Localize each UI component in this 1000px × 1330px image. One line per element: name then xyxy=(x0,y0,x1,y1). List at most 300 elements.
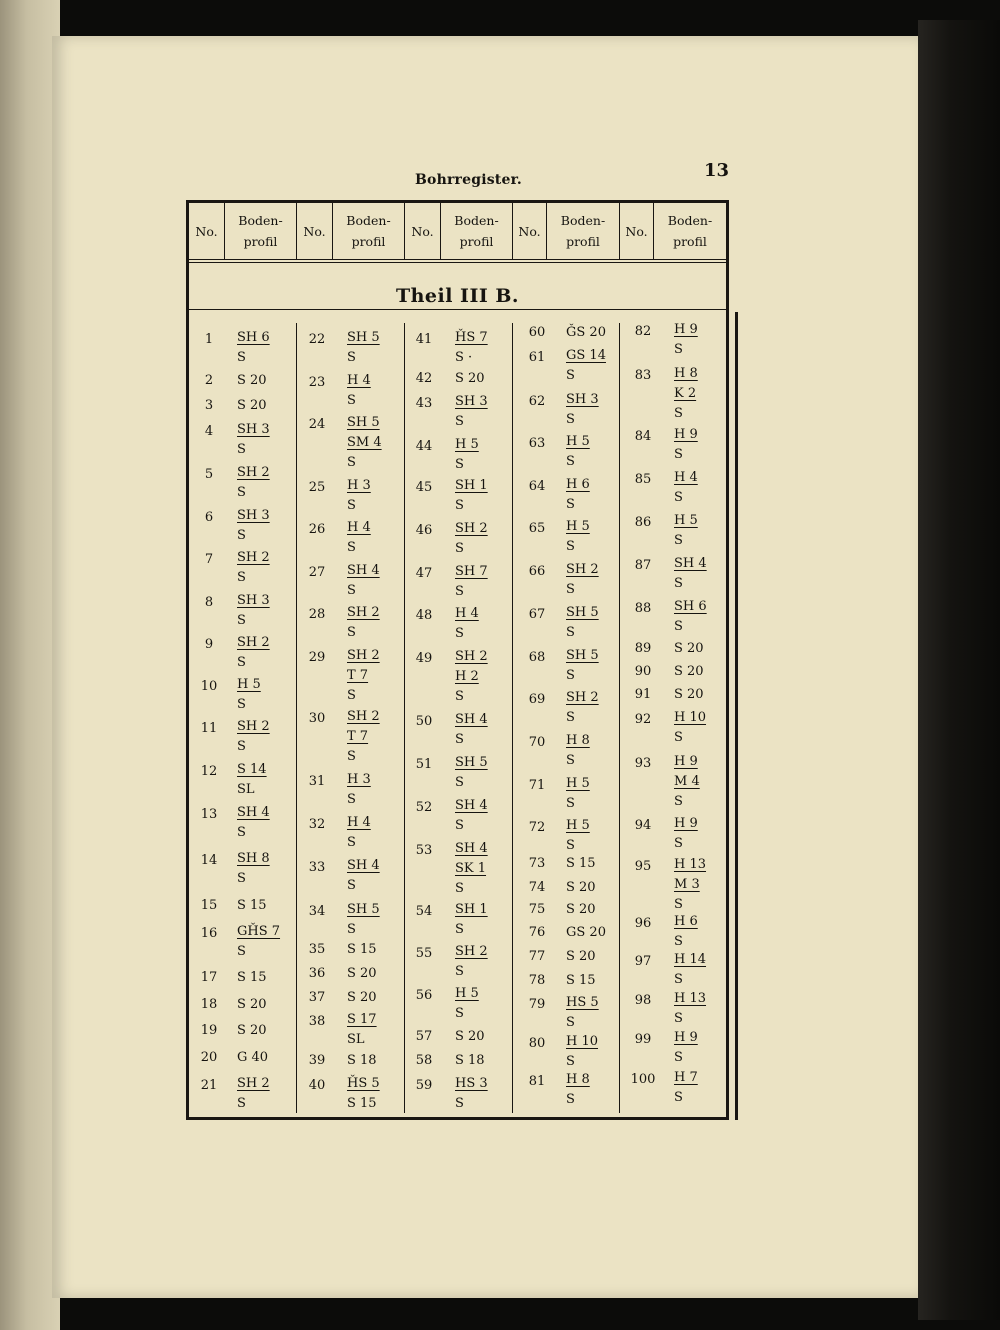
header-no-1: No. xyxy=(189,203,225,259)
soil-profile xyxy=(237,995,267,1015)
profile-line: S 15 xyxy=(237,970,267,985)
soil-profile xyxy=(674,912,698,952)
column-rule xyxy=(512,323,513,1113)
profile-line: T 7 xyxy=(347,668,369,683)
profile-line: S xyxy=(674,836,683,851)
entry-number: 67 xyxy=(528,607,546,622)
soil-profile xyxy=(674,364,698,424)
profile-line: S 15 xyxy=(237,898,267,913)
soil-profile xyxy=(674,597,707,637)
soil-profile xyxy=(566,560,599,600)
entry-number: 75 xyxy=(528,902,546,917)
entry-number: 59 xyxy=(415,1078,433,1093)
entry-number: 62 xyxy=(528,394,546,409)
soil-profile xyxy=(347,603,380,643)
soil-profile xyxy=(347,413,382,473)
profile-line: S 20 xyxy=(674,664,704,679)
profile-line: S xyxy=(566,412,575,427)
profile-line: SH 2 xyxy=(566,690,599,705)
profile-line: S xyxy=(455,689,464,704)
soil-profile xyxy=(566,603,599,643)
profile-line: S xyxy=(237,944,246,959)
profile-line: S xyxy=(566,582,575,597)
soil-profile xyxy=(237,1074,270,1114)
soil-profile xyxy=(237,463,270,503)
soil-profile xyxy=(347,770,371,810)
soil-profile xyxy=(674,708,706,748)
profile-line: S xyxy=(455,541,464,556)
soil-profile xyxy=(237,849,270,889)
profile-line: S xyxy=(237,570,246,585)
profile-line: SH 5 xyxy=(566,648,599,663)
profile-line: S xyxy=(237,613,246,628)
entry-number: 63 xyxy=(528,436,546,451)
entry-number: 22 xyxy=(308,332,326,347)
soil-profile xyxy=(674,320,698,360)
entry-number: 39 xyxy=(308,1053,326,1068)
profile-line: SH 4 xyxy=(347,858,380,873)
soil-profile xyxy=(455,900,488,940)
profile-line: S xyxy=(566,539,575,554)
profile-line: S xyxy=(566,454,575,469)
entry-number: 34 xyxy=(308,904,326,919)
profile-line: SH 2 xyxy=(566,562,599,577)
profile-line: S xyxy=(347,922,356,937)
profile-line: S 20 xyxy=(347,966,377,981)
column-rule xyxy=(619,323,620,1113)
entry-number: 91 xyxy=(634,687,652,702)
profile-line: S xyxy=(566,497,575,512)
profile-line: SH 7 xyxy=(455,564,488,579)
entry-number: 33 xyxy=(308,860,326,875)
entry-number: 38 xyxy=(308,1014,326,1029)
header-profile-2: Boden- profil xyxy=(333,203,405,259)
profile-line: H 5 xyxy=(566,776,590,791)
soil-profile xyxy=(237,396,267,416)
soil-profile xyxy=(455,392,488,432)
profile-line: H 5 xyxy=(566,519,590,534)
profile-line: S 15 xyxy=(566,856,596,871)
profile-line: S 20 xyxy=(674,641,704,656)
soil-profile xyxy=(237,1021,267,1041)
profile-line: SH 3 xyxy=(237,508,270,523)
profile-line: SH 4 xyxy=(674,556,707,571)
profile-line: S · xyxy=(455,350,473,365)
entry-number: 84 xyxy=(634,429,652,444)
entry-number: 21 xyxy=(200,1078,218,1093)
profile-line: H 6 xyxy=(674,914,698,929)
profile-line: H 13 xyxy=(674,857,707,872)
profile-line: H 8 xyxy=(566,733,590,748)
profile-line: S xyxy=(237,442,246,457)
soil-profile xyxy=(237,968,267,988)
soil-profile xyxy=(237,896,267,916)
profile-line: ȞS 7 xyxy=(455,330,488,345)
entry-number: 70 xyxy=(528,735,546,750)
profile-line: S xyxy=(674,576,683,591)
profile-line: S xyxy=(674,406,683,421)
profile-line: S xyxy=(237,350,246,365)
soil-profile xyxy=(347,856,380,896)
entry-number: 69 xyxy=(528,692,546,707)
entry-number: 17 xyxy=(200,970,218,985)
soil-profile xyxy=(455,753,488,793)
soil-profile xyxy=(566,816,590,856)
entry-number: 68 xyxy=(528,650,546,665)
profile-line: M 4 xyxy=(674,774,700,789)
profile-line: S xyxy=(674,794,683,809)
profile-line: SH 3 xyxy=(566,392,599,407)
profile-line: S 15 xyxy=(566,973,596,988)
entry-number: 79 xyxy=(528,997,546,1012)
soil-profile xyxy=(566,854,596,874)
profile-line: M 3 xyxy=(674,877,700,892)
entry-number: 36 xyxy=(308,966,326,981)
profile-line: S xyxy=(566,1015,575,1030)
profile-line: GS 20 xyxy=(566,925,606,940)
profile-line: S xyxy=(455,457,464,472)
entry-number: 43 xyxy=(415,396,433,411)
profile-line: ȞS 5 xyxy=(347,1076,380,1091)
entry-number: 1 xyxy=(204,332,214,347)
header-no-5: No. xyxy=(620,203,654,259)
entry-number: 8 xyxy=(204,595,214,610)
profile-line: SL xyxy=(347,1032,365,1047)
entry-number: 15 xyxy=(200,898,218,913)
entry-number: 13 xyxy=(200,807,218,822)
entry-number: 57 xyxy=(415,1029,433,1044)
profile-line: S xyxy=(347,792,356,807)
profile-line: H 10 xyxy=(674,710,707,725)
profile-line: H 5 xyxy=(566,434,590,449)
soil-profile xyxy=(674,639,704,659)
profile-line: S xyxy=(674,1050,683,1065)
entry-number: 25 xyxy=(308,480,326,495)
profile-line: T 7 xyxy=(347,729,369,744)
entry-number: 65 xyxy=(528,521,546,536)
entry-number: 81 xyxy=(528,1074,546,1089)
column-rule xyxy=(404,323,405,1113)
soil-profile xyxy=(566,475,590,515)
profile-line: H 9 xyxy=(674,427,698,442)
entry-number: 18 xyxy=(200,997,218,1012)
soil-profile xyxy=(455,647,488,707)
entry-number: 61 xyxy=(528,350,546,365)
entry-number: 10 xyxy=(200,679,218,694)
profile-line: SH 4 xyxy=(347,563,380,578)
entry-number: 100 xyxy=(630,1072,656,1087)
profile-line: H 5 xyxy=(237,677,261,692)
soil-profile xyxy=(347,707,380,767)
soil-profile xyxy=(674,1028,698,1068)
soil-profile xyxy=(455,519,488,559)
profile-line: H 9 xyxy=(674,322,698,337)
profile-line: S xyxy=(455,584,464,599)
profile-line: SH 2 xyxy=(237,465,270,480)
profile-line: S xyxy=(566,838,575,853)
profile-line: S xyxy=(455,881,464,896)
entry-number: 44 xyxy=(415,439,433,454)
soil-profile xyxy=(347,371,371,411)
soil-profile xyxy=(237,506,270,546)
profile-line: SH 2 xyxy=(237,719,270,734)
profile-line: S xyxy=(455,775,464,790)
profile-line: S xyxy=(237,739,246,754)
soil-profile xyxy=(237,633,270,673)
soil-profile xyxy=(455,562,488,602)
entry-number: 4 xyxy=(204,424,214,439)
entry-number: 97 xyxy=(634,954,652,969)
entry-number: 49 xyxy=(415,651,433,666)
profile-line: S 20 xyxy=(347,990,377,1005)
page-number: 13 xyxy=(704,160,730,181)
profile-line: H 5 xyxy=(566,818,590,833)
profile-line: S 20 xyxy=(566,902,596,917)
soil-profile xyxy=(674,425,698,465)
entry-number: 51 xyxy=(415,757,433,772)
soil-profile xyxy=(566,731,590,771)
profile-line: S xyxy=(566,368,575,383)
section-divider xyxy=(189,309,726,310)
soil-profile xyxy=(347,518,371,558)
soil-profile xyxy=(237,922,280,962)
entry-number: 96 xyxy=(634,916,652,931)
profile-line: S xyxy=(674,619,683,634)
profile-line: S 17 xyxy=(347,1012,377,1027)
entry-number: 56 xyxy=(415,988,433,1003)
profile-line: SH 2 xyxy=(347,709,380,724)
soil-profile xyxy=(455,1074,488,1114)
profile-line: S 20 xyxy=(237,373,267,388)
soil-profile xyxy=(237,717,270,757)
profile-line: HS 5 xyxy=(566,995,599,1010)
profile-line: SH 1 xyxy=(455,902,488,917)
profile-line: S 20 xyxy=(566,880,596,895)
entry-number: 3 xyxy=(204,398,214,413)
profile-line: S 20 xyxy=(237,1023,267,1038)
profile-line: S 15 xyxy=(347,1096,377,1111)
entry-number: 93 xyxy=(634,756,652,771)
profile-line: S xyxy=(566,1054,575,1069)
soil-profile xyxy=(566,923,606,943)
soil-profile xyxy=(455,369,485,389)
entry-number: 98 xyxy=(634,993,652,1008)
soil-profile xyxy=(674,662,704,682)
soil-profile xyxy=(347,988,377,1008)
profile-line: S xyxy=(237,825,246,840)
profile-line: S xyxy=(237,871,246,886)
profile-line: H 3 xyxy=(347,772,371,787)
profile-line: SH 3 xyxy=(455,394,488,409)
header-profile-1: Boden- profil xyxy=(225,203,297,259)
column-rule xyxy=(296,323,297,1113)
profile-line: S xyxy=(674,490,683,505)
profile-line: SH 2 xyxy=(237,1076,270,1091)
profile-line: H 10 xyxy=(566,1034,599,1049)
profile-line: S xyxy=(237,1096,246,1111)
header-no-2: No. xyxy=(297,203,333,259)
soil-profile xyxy=(566,900,596,920)
profile-line: H 2 xyxy=(455,669,479,684)
entry-number: 92 xyxy=(634,712,652,727)
profile-line: SH 2 xyxy=(237,550,270,565)
soil-profile xyxy=(566,971,596,991)
entry-number: 37 xyxy=(308,990,326,1005)
profile-line: K 2 xyxy=(674,386,697,401)
profile-line: S xyxy=(566,668,575,683)
profile-line: H 4 xyxy=(347,815,371,830)
entry-number: 6 xyxy=(204,510,214,525)
profile-line: S xyxy=(455,1096,464,1111)
profile-line: S xyxy=(347,625,356,640)
entry-number: 11 xyxy=(200,721,218,736)
profile-line: H 13 xyxy=(674,991,707,1006)
entry-number: 60 xyxy=(528,325,546,340)
profile-line: H 4 xyxy=(455,606,479,621)
entry-number: 50 xyxy=(415,714,433,729)
table-header xyxy=(189,203,726,263)
profile-line: SH 2 xyxy=(237,635,270,650)
profile-line: S xyxy=(455,964,464,979)
entry-number: 55 xyxy=(415,946,433,961)
profile-line: H 9 xyxy=(674,754,698,769)
entry-number: 73 xyxy=(528,856,546,871)
entry-number: 46 xyxy=(415,523,433,538)
entry-number: 19 xyxy=(200,1023,218,1038)
profile-line: SH 4 xyxy=(455,798,488,813)
entry-number: 83 xyxy=(634,368,652,383)
profile-line: SH 6 xyxy=(674,599,707,614)
entry-number: 42 xyxy=(415,371,433,386)
soil-profile xyxy=(674,855,706,915)
profile-line: S xyxy=(455,922,464,937)
profile-line: SL xyxy=(237,782,255,797)
soil-profile xyxy=(455,1051,485,1071)
profile-line: S xyxy=(455,626,464,641)
profile-line: S xyxy=(566,1092,575,1107)
entry-number: 52 xyxy=(415,800,433,815)
soil-profile xyxy=(237,803,270,843)
profile-line: S xyxy=(347,350,356,365)
profile-line: SH 5 xyxy=(566,605,599,620)
entry-number: 40 xyxy=(308,1078,326,1093)
profile-line: S xyxy=(566,625,575,640)
profile-line: S xyxy=(674,533,683,548)
soil-profile xyxy=(455,435,479,475)
soil-profile xyxy=(674,814,698,854)
entry-number: 86 xyxy=(634,515,652,530)
entry-number: 66 xyxy=(528,564,546,579)
profile-line: S xyxy=(347,540,356,555)
entry-number: 20 xyxy=(200,1050,218,1065)
soil-profile xyxy=(674,554,707,594)
profile-line: S xyxy=(347,749,356,764)
entry-number: 9 xyxy=(204,637,214,652)
entry-number: 76 xyxy=(528,925,546,940)
entry-number: 80 xyxy=(528,1036,546,1051)
profile-line: SH 5 xyxy=(347,330,380,345)
soil-profile xyxy=(455,796,488,836)
soil-profile xyxy=(566,993,599,1033)
profile-line: S 15 xyxy=(347,942,377,957)
header-no-4: No. xyxy=(513,203,547,259)
soil-profile xyxy=(237,591,270,631)
soil-profile xyxy=(566,346,606,386)
profile-line: ǦS 20 xyxy=(566,325,606,340)
profile-line: H 4 xyxy=(674,470,698,485)
profile-line: SK 1 xyxy=(455,861,487,876)
book-gutter xyxy=(0,0,60,1330)
profile-line: S xyxy=(455,1006,464,1021)
section-title: Theil III B. xyxy=(395,285,520,307)
entry-number: 23 xyxy=(308,375,326,390)
soil-profile xyxy=(237,371,267,391)
entry-number: 31 xyxy=(308,774,326,789)
entry-number: 54 xyxy=(415,904,433,919)
profile-line: S 20 xyxy=(237,398,267,413)
soil-profile xyxy=(566,878,596,898)
soil-profile xyxy=(566,390,599,430)
entry-number: 94 xyxy=(634,818,652,833)
soil-profile xyxy=(347,964,377,984)
profile-line: H 8 xyxy=(566,1072,590,1087)
entry-number: 74 xyxy=(528,880,546,895)
profile-line: H 4 xyxy=(347,373,371,388)
profile-line: H 6 xyxy=(566,477,590,492)
profile-line: S xyxy=(455,818,464,833)
soil-profile xyxy=(455,984,479,1024)
soil-profile xyxy=(237,1048,268,1068)
soil-profile xyxy=(566,688,599,728)
profile-line: S xyxy=(455,732,464,747)
soil-profile xyxy=(566,646,599,686)
profile-line: S 20 xyxy=(566,949,596,964)
soil-profile xyxy=(674,685,704,705)
soil-profile xyxy=(237,675,261,715)
profile-line: H 9 xyxy=(674,816,698,831)
soil-profile xyxy=(455,1027,485,1047)
entry-number: 30 xyxy=(308,711,326,726)
profile-line: S xyxy=(237,528,246,543)
entry-number: 12 xyxy=(200,764,218,779)
entry-number: 14 xyxy=(200,853,218,868)
profile-line: S xyxy=(674,897,683,912)
profile-line: S 20 xyxy=(237,997,267,1012)
profile-line: S 20 xyxy=(674,687,704,702)
entry-number: 82 xyxy=(634,324,652,339)
profile-line: SH 5 xyxy=(455,755,488,770)
table-right-rule xyxy=(735,312,738,1120)
profile-line: H 8 xyxy=(674,366,698,381)
profile-line: S xyxy=(347,455,356,470)
profile-line: SH 1 xyxy=(455,478,488,493)
entry-number: 26 xyxy=(308,522,326,537)
soil-profile xyxy=(674,1068,698,1108)
running-head: Bohrregister. xyxy=(415,172,522,188)
soil-profile xyxy=(566,517,590,557)
profile-line: H 3 xyxy=(347,478,371,493)
soil-profile xyxy=(455,476,488,516)
profile-line: H 7 xyxy=(674,1070,698,1085)
profile-line: HS 3 xyxy=(455,1076,488,1091)
profile-line: S xyxy=(347,835,356,850)
entry-number: 77 xyxy=(528,949,546,964)
profile-line: S xyxy=(566,710,575,725)
entry-number: 71 xyxy=(528,778,546,793)
profile-line: H 14 xyxy=(674,952,707,967)
profile-line: S xyxy=(566,796,575,811)
soil-profile xyxy=(237,548,270,588)
